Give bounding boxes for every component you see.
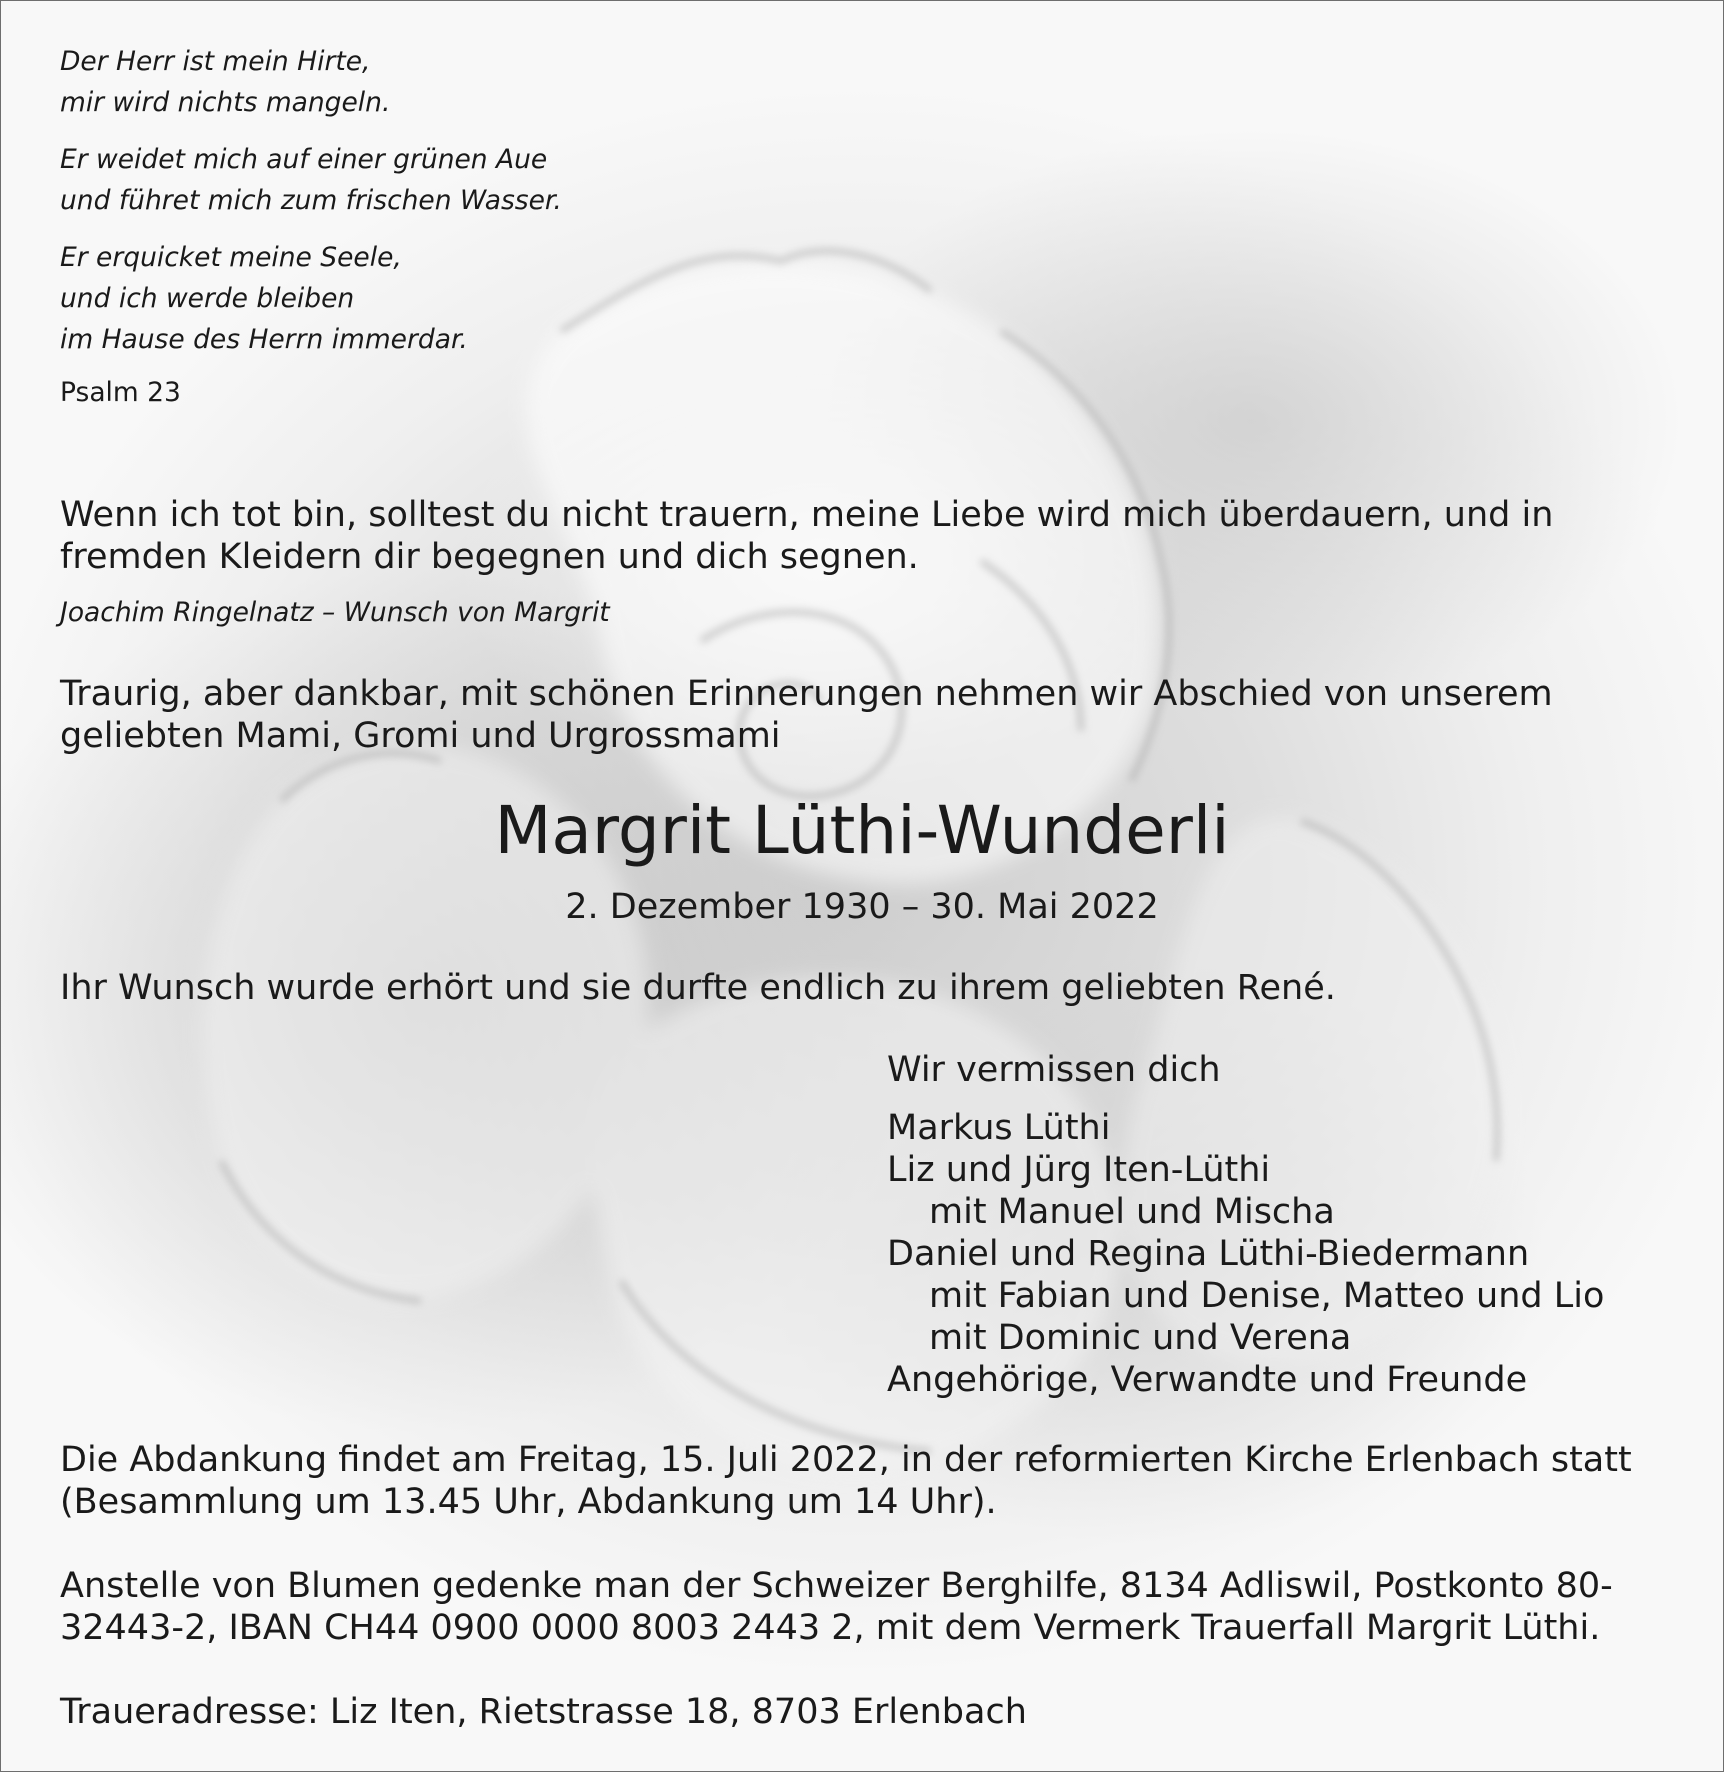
ceremony-line: Die Abdankung findet am Freitag, 15. Juli 2022, in der reformierten Kirche Erlenbach statt: [60, 1440, 1632, 1480]
donation-info: [60, 1565, 1680, 1649]
mourner-line: mit Fabian und Denise, Matteo und Lio: [929, 1276, 1605, 1316]
mourner-line: Liz und Jürg Iten-Lüthi: [887, 1150, 1271, 1190]
deceased-name: Margrit Lüthi-Wunderli: [494, 792, 1230, 869]
mourner-line: Daniel und Regina Lüthi-Biedermann: [887, 1234, 1530, 1274]
mourners-list: [887, 1049, 1604, 1401]
psalm-line: im Hause des Herrn immerdar.: [60, 324, 468, 355]
psalm-stanza: [60, 139, 562, 221]
psalm-reference: Psalm 23: [60, 377, 181, 408]
psalm-quote: [60, 41, 562, 376]
psalm-line: und ich werde bleiben: [60, 283, 355, 314]
psalm-line: mir wird nichts mangeln.: [60, 87, 391, 118]
wish-line: Ihr Wunsch wurde erhört und sie durfte endlich zu ihrem geliebten René.: [60, 968, 1336, 1008]
quote-line: fremden Kleidern dir begegnen und dich segnen.: [60, 537, 919, 577]
donation-line: 32443-2, IBAN CH44 0900 0000 8003 2443 2, mit dem Vermerk Trauerfall Margrit Lüthi.: [60, 1608, 1601, 1648]
psalm-stanza: [60, 237, 562, 360]
quote-line: Wenn ich tot bin, solltest du nicht trauern, meine Liebe wird mich überdauern, und in: [60, 495, 1554, 535]
mourning-address: [60, 1691, 1680, 1733]
life-dates: 2. Dezember 1930 – 30. Mai 2022: [565, 887, 1159, 927]
psalm-line: und führet mich zum frischen Wasser.: [60, 185, 562, 216]
mourner-line: mit Manuel und Mischa: [929, 1192, 1335, 1232]
ringelnatz-quote: [60, 494, 1680, 578]
psalm-line: Der Herr ist mein Hirte,: [60, 46, 371, 77]
farewell-intro: [60, 673, 1680, 757]
intro-line: Traurig, aber dankbar, mit schönen Erinnerungen nehmen wir Abschied von unserem: [60, 674, 1553, 714]
address-line: Traueradresse: Liz Iten, Rietstrasse 18, 8703 Erlenbach: [60, 1692, 1027, 1732]
intro-line: geliebten Mami, Gromi und Urgrossmami: [60, 716, 781, 756]
mourner-line: mit Dominic und Verena: [929, 1318, 1352, 1358]
wish-statement: [60, 967, 1680, 1009]
ceremony-info: [60, 1439, 1680, 1523]
ceremony-line: (Besammlung um 13.45 Uhr, Abdankung um 14 Uhr).: [60, 1482, 997, 1522]
psalm-line: Er weidet mich auf einer grünen Aue: [60, 144, 548, 175]
quote-attribution: Joachim Ringelnatz – Wunsch von Margrit: [60, 597, 610, 628]
mourner-line: Markus Lüthi: [887, 1108, 1111, 1148]
psalm-line: Er erquicket meine Seele,: [60, 242, 402, 273]
donation-line: Anstelle von Blumen gedenke man der Schweizer Berghilfe, 8134 Adliswil, Postkonto 80-: [60, 1566, 1613, 1606]
mourners-heading: Wir vermissen dich: [887, 1050, 1221, 1090]
psalm-stanza: [60, 41, 562, 123]
mourner-line: Angehörige, Verwandte und Freunde: [887, 1360, 1528, 1400]
